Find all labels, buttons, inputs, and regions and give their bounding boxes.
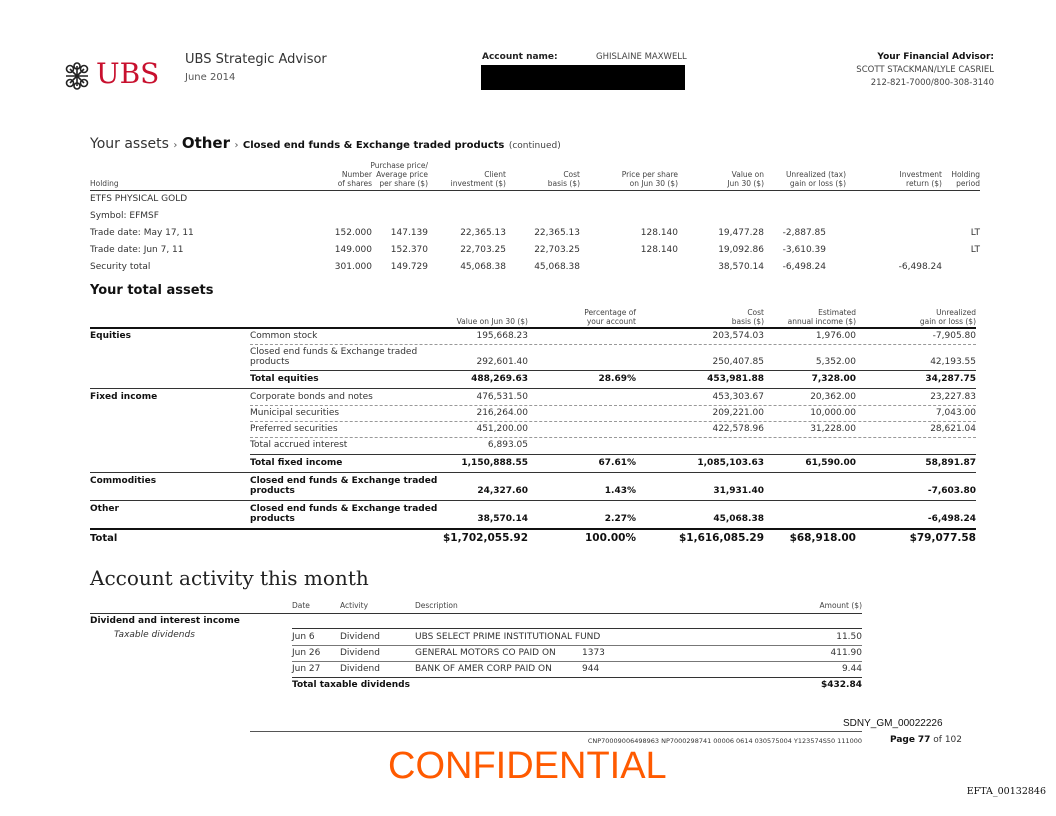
divider — [250, 405, 976, 406]
divider — [250, 454, 976, 455]
act-col-description: Description — [415, 601, 458, 610]
act-subgroup-taxable: Taxable dividends — [114, 630, 195, 640]
group-equities: Equities — [90, 331, 131, 341]
bates-number: SDNY_GM_00022226 — [843, 718, 943, 729]
group-commodities: Commodities — [90, 476, 157, 486]
page-indicator: Page 77 of 102 — [890, 735, 963, 745]
divider — [90, 327, 976, 329]
group-fixed-income: Fixed income — [90, 392, 158, 402]
col-investment-return: Investment return ($) — [899, 170, 942, 188]
security-name: ETFS PHYSICAL GOLD — [90, 194, 188, 204]
ta-col-income: Estimated annual income ($) — [787, 308, 856, 326]
activity-title: Account activity this month — [90, 566, 369, 590]
divider — [250, 421, 976, 422]
report-date: June 2014 — [185, 72, 236, 83]
advisor-label: Your Financial Advisor: — [877, 52, 994, 62]
divider — [90, 472, 976, 473]
divider — [292, 677, 862, 678]
footer-divider — [250, 731, 862, 732]
col-holding: Holding — [90, 179, 119, 188]
group-other: Other — [90, 504, 119, 514]
confidential-stamp: CONFIDENTIAL — [388, 745, 667, 787]
ubs-logo-text: UBS — [96, 57, 160, 90]
divider — [90, 528, 976, 530]
redaction-bar — [481, 65, 685, 90]
act-col-date: Date — [292, 601, 310, 610]
divider — [90, 500, 976, 501]
document-code: CNP70009006498963 NP7000298741 00006 0614 030575004 Y123574S50 111000 — [587, 737, 862, 745]
security-symbol: Symbol: EFMSF — [90, 211, 159, 221]
ubs-keys-logo-icon — [62, 62, 92, 90]
report-title: UBS Strategic Advisor — [185, 52, 327, 67]
account-name-label: Account name: — [482, 52, 558, 62]
col-shares: Number of shares — [337, 170, 372, 188]
breadcrumb-separator-icon: › — [234, 140, 239, 151]
breadcrumb-other: Other — [181, 134, 230, 152]
divider — [292, 628, 862, 629]
breadcrumb-assets: Your assets — [90, 136, 169, 152]
ta-col-cost: Cost basis ($) — [731, 308, 764, 326]
assets-breadcrumb — [90, 134, 561, 152]
col-price-per-share: Price per share on Jun 30 ($) — [621, 170, 678, 188]
act-col-amount: Amount ($) — [819, 601, 862, 610]
breadcrumb-continued: (continued) — [508, 141, 561, 151]
advisor-names: SCOTT STACKMAN/LYLE CASRIEL — [856, 65, 994, 75]
ta-col-unrealized: Unrealized gain or loss ($) — [919, 308, 976, 326]
divider — [292, 645, 862, 646]
col-value: Value on Jun 30 ($) — [727, 170, 764, 188]
col-cost-basis: Cost basis ($) — [547, 170, 580, 188]
col-holding-period: Holding period — [951, 170, 980, 188]
account-name: GHISLAINE MAXWELL — [596, 52, 687, 62]
divider — [90, 190, 980, 191]
divider — [90, 388, 976, 389]
divider — [250, 370, 976, 371]
divider — [90, 613, 862, 614]
col-client-investment: Client investment ($) — [450, 170, 506, 188]
act-col-activity: Activity — [340, 601, 369, 610]
divider — [250, 437, 976, 438]
col-unrealized: Unrealized (tax) gain or loss ($) — [785, 170, 846, 188]
efta-number: EFTA_00132846 — [966, 786, 1046, 797]
col-purchase-price: Purchase price/ Average price per share ($) — [370, 161, 428, 188]
divider — [250, 344, 976, 345]
ta-col-percentage: Percentage of your account — [584, 308, 636, 326]
divider — [292, 661, 862, 662]
total-assets-title: Your total assets — [90, 283, 214, 298]
breadcrumb-separator-icon: › — [173, 140, 178, 151]
breadcrumb-category: Closed end funds & Exchange traded products — [242, 140, 505, 151]
ta-col-value: Value on Jun 30 ($) — [456, 317, 528, 326]
act-group-dividend-interest: Dividend and interest income — [90, 616, 240, 626]
advisor-phone: 212-821-7000/800-308-3140 — [870, 78, 994, 88]
